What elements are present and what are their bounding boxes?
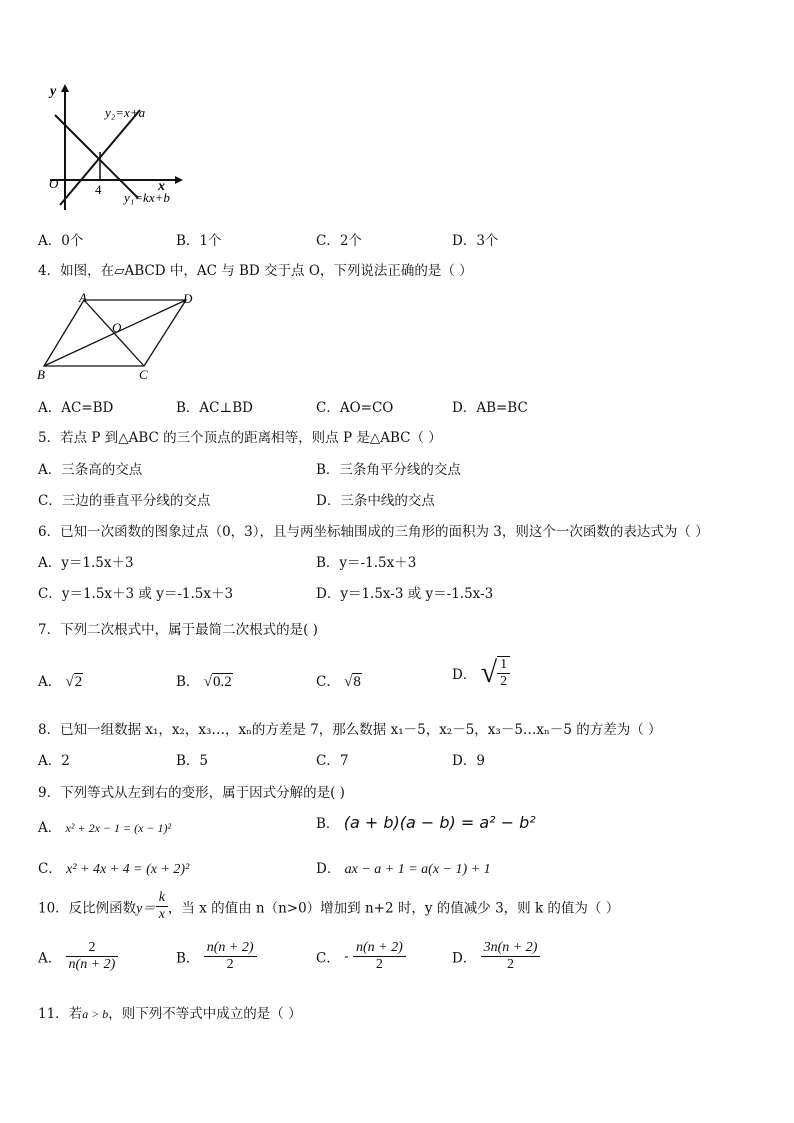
q9-option-d bbox=[316, 857, 491, 878]
q10-option-c-sign: - bbox=[344, 948, 349, 965]
q11-stem bbox=[38, 1002, 302, 1022]
q10-option-d-prefix: D． bbox=[452, 950, 477, 967]
q8-stem: 8．已知一组数据 x₁，x₂，x₃…，xₙ的方差是 7，那么数据 x₁－5，x₂－5，x₃－5…xₙ－5 的方差为（ ） bbox=[38, 722, 662, 738]
sqrt-8: √8 bbox=[344, 674, 361, 690]
q7-option-a bbox=[38, 670, 83, 691]
q9-option-a bbox=[38, 816, 171, 836]
q8-option-b: B．5 bbox=[176, 753, 209, 769]
q7-stem: 7．下列二次根式中，属于最简二次根式的是( ) bbox=[38, 622, 318, 638]
q9-option-b-expr: (a + b)(a − b) = a² − b² bbox=[343, 813, 536, 832]
q8-option-c: C．7 bbox=[316, 753, 349, 769]
q6-option-a: A．y＝1.5x＋3 bbox=[38, 555, 134, 571]
q4-stem: 4．如图，在▱ABCD 中，AC 与 BD 交于点 O，下列说法正确的是（ ） bbox=[38, 263, 473, 279]
q3-option-a: A．0个 bbox=[38, 233, 84, 249]
q3-option-d: D．3个 bbox=[452, 233, 499, 249]
q7-option-a-prefix: A． bbox=[38, 674, 62, 690]
q9-option-a-expr: x² + 2x − 1 = (x − 1)² bbox=[65, 821, 172, 835]
q9-option-c-expr: x² + 4x + 4 = (x + 2)² bbox=[66, 862, 190, 877]
q10-option-a-prefix: A． bbox=[38, 950, 62, 967]
q9-option-a-prefix: A． bbox=[38, 820, 62, 836]
line2-label: y₂=x+a bbox=[105, 105, 146, 120]
q11-stem-lead: 11．若 bbox=[38, 1006, 83, 1022]
line1-label: y₁=kx+b bbox=[124, 190, 170, 205]
q10-option-b-prefix: B． bbox=[176, 950, 200, 967]
figure-parallelogram bbox=[36, 290, 206, 382]
vertex-b-label: B bbox=[37, 367, 45, 382]
q11-stem-math: a > b bbox=[82, 1007, 109, 1021]
q10-k-over-x: $\frac{k}{x}$ bbox=[156, 890, 168, 923]
q10-stem-y: y＝ bbox=[136, 900, 156, 916]
q10-option-a: A． $\frac{2}{n(n + 2)}$ bbox=[38, 940, 118, 973]
q9-option-d-prefix: D． bbox=[316, 861, 341, 877]
q9-option-b bbox=[316, 812, 536, 832]
center-o-label: O bbox=[112, 320, 122, 335]
q4-option-a: A．AC=BD bbox=[38, 400, 114, 416]
q7-option-d-prefix: D． bbox=[452, 667, 477, 683]
q6-option-c: C．y＝1.5x＋3 或 y＝-1.5x＋3 bbox=[38, 586, 234, 602]
q10-stem-tail: ，当 x 的值由 n（n>0）增加到 n+2 时，y 的值减少 3，则 k 的值为（ ） bbox=[167, 900, 620, 917]
q7-option-b-prefix: B． bbox=[176, 674, 200, 690]
sqrt-half: √ $\frac{1}{2}$ bbox=[481, 656, 510, 690]
sqrt-2: √2 bbox=[65, 674, 83, 690]
vertex-a-label: A bbox=[79, 290, 87, 305]
q10-option-c-prefix: C． bbox=[316, 950, 340, 967]
q10-option-d: D． $\frac{3n(n + 2)}{2}$ bbox=[452, 940, 540, 973]
q10-option-b: B． $\frac{n(n + 2)}{2}$ bbox=[176, 940, 257, 973]
figure-linear-functions bbox=[40, 80, 200, 215]
q5-option-d: D．三条中线的交点 bbox=[316, 493, 435, 509]
q4-option-d: D．AB=BC bbox=[452, 400, 528, 416]
tick-label: 4 bbox=[95, 182, 102, 197]
q8-option-d: D．9 bbox=[452, 753, 485, 769]
q9-stem: 9．下列等式从左到右的变形，属于因式分解的是( ) bbox=[38, 785, 345, 801]
q6-stem: 6．已知一次函数的图象过点（0，3），且与两坐标轴围成的三角形的面积为 3，则这个一次函数的表达式为（ ） bbox=[38, 524, 709, 540]
q3-option-b: B．1个 bbox=[176, 233, 222, 249]
q5-option-c: C．三边的垂直平分线的交点 bbox=[38, 493, 211, 509]
q9-option-c-prefix: C． bbox=[38, 861, 62, 877]
q4-option-c: C．AO=CO bbox=[316, 400, 394, 416]
q10-stem bbox=[38, 890, 619, 923]
q9-option-c bbox=[38, 857, 189, 878]
x-axis-label: x bbox=[158, 179, 165, 194]
q9-option-b-prefix: B． bbox=[316, 816, 340, 832]
vertex-c-label: C bbox=[139, 367, 148, 382]
q6-option-d: D．y＝1.5x-3 或 y＝-1.5x-3 bbox=[316, 586, 494, 602]
vertex-d-label: D bbox=[183, 291, 193, 306]
q7-option-b bbox=[176, 670, 233, 691]
q4-option-b: B．AC⊥BD bbox=[176, 400, 253, 416]
q7-option-c-prefix: C． bbox=[316, 674, 340, 690]
q11-stem-tail: ，则下列不等式中成立的是（ ） bbox=[108, 1006, 302, 1022]
sqrt-0-2: √0.2 bbox=[203, 674, 232, 690]
q10-option-c: C． - $\frac{n(n + 2)}{2}$ bbox=[316, 940, 406, 973]
q10-stem-lead: 10．反比例函数 bbox=[38, 900, 137, 917]
q3-option-c: C．2个 bbox=[316, 233, 362, 249]
q9-option-d-expr: ax − a + 1 = a(x − 1) + 1 bbox=[344, 862, 491, 877]
q6-option-b: B．y＝-1.5x＋3 bbox=[316, 555, 417, 571]
q5-stem: 5．若点 P 到△ABC 的三个顶点的距离相等，则点 P 是△ABC（ ） bbox=[38, 430, 442, 446]
origin-label: O bbox=[49, 176, 59, 191]
q7-option-c bbox=[316, 670, 362, 691]
q7-option-d bbox=[452, 656, 510, 690]
y-axis-label: y bbox=[50, 84, 57, 99]
q5-option-a: A．三条高的交点 bbox=[38, 462, 143, 478]
q5-option-b: B．三条角平分线的交点 bbox=[316, 462, 461, 478]
q8-option-a: A．2 bbox=[38, 753, 70, 769]
